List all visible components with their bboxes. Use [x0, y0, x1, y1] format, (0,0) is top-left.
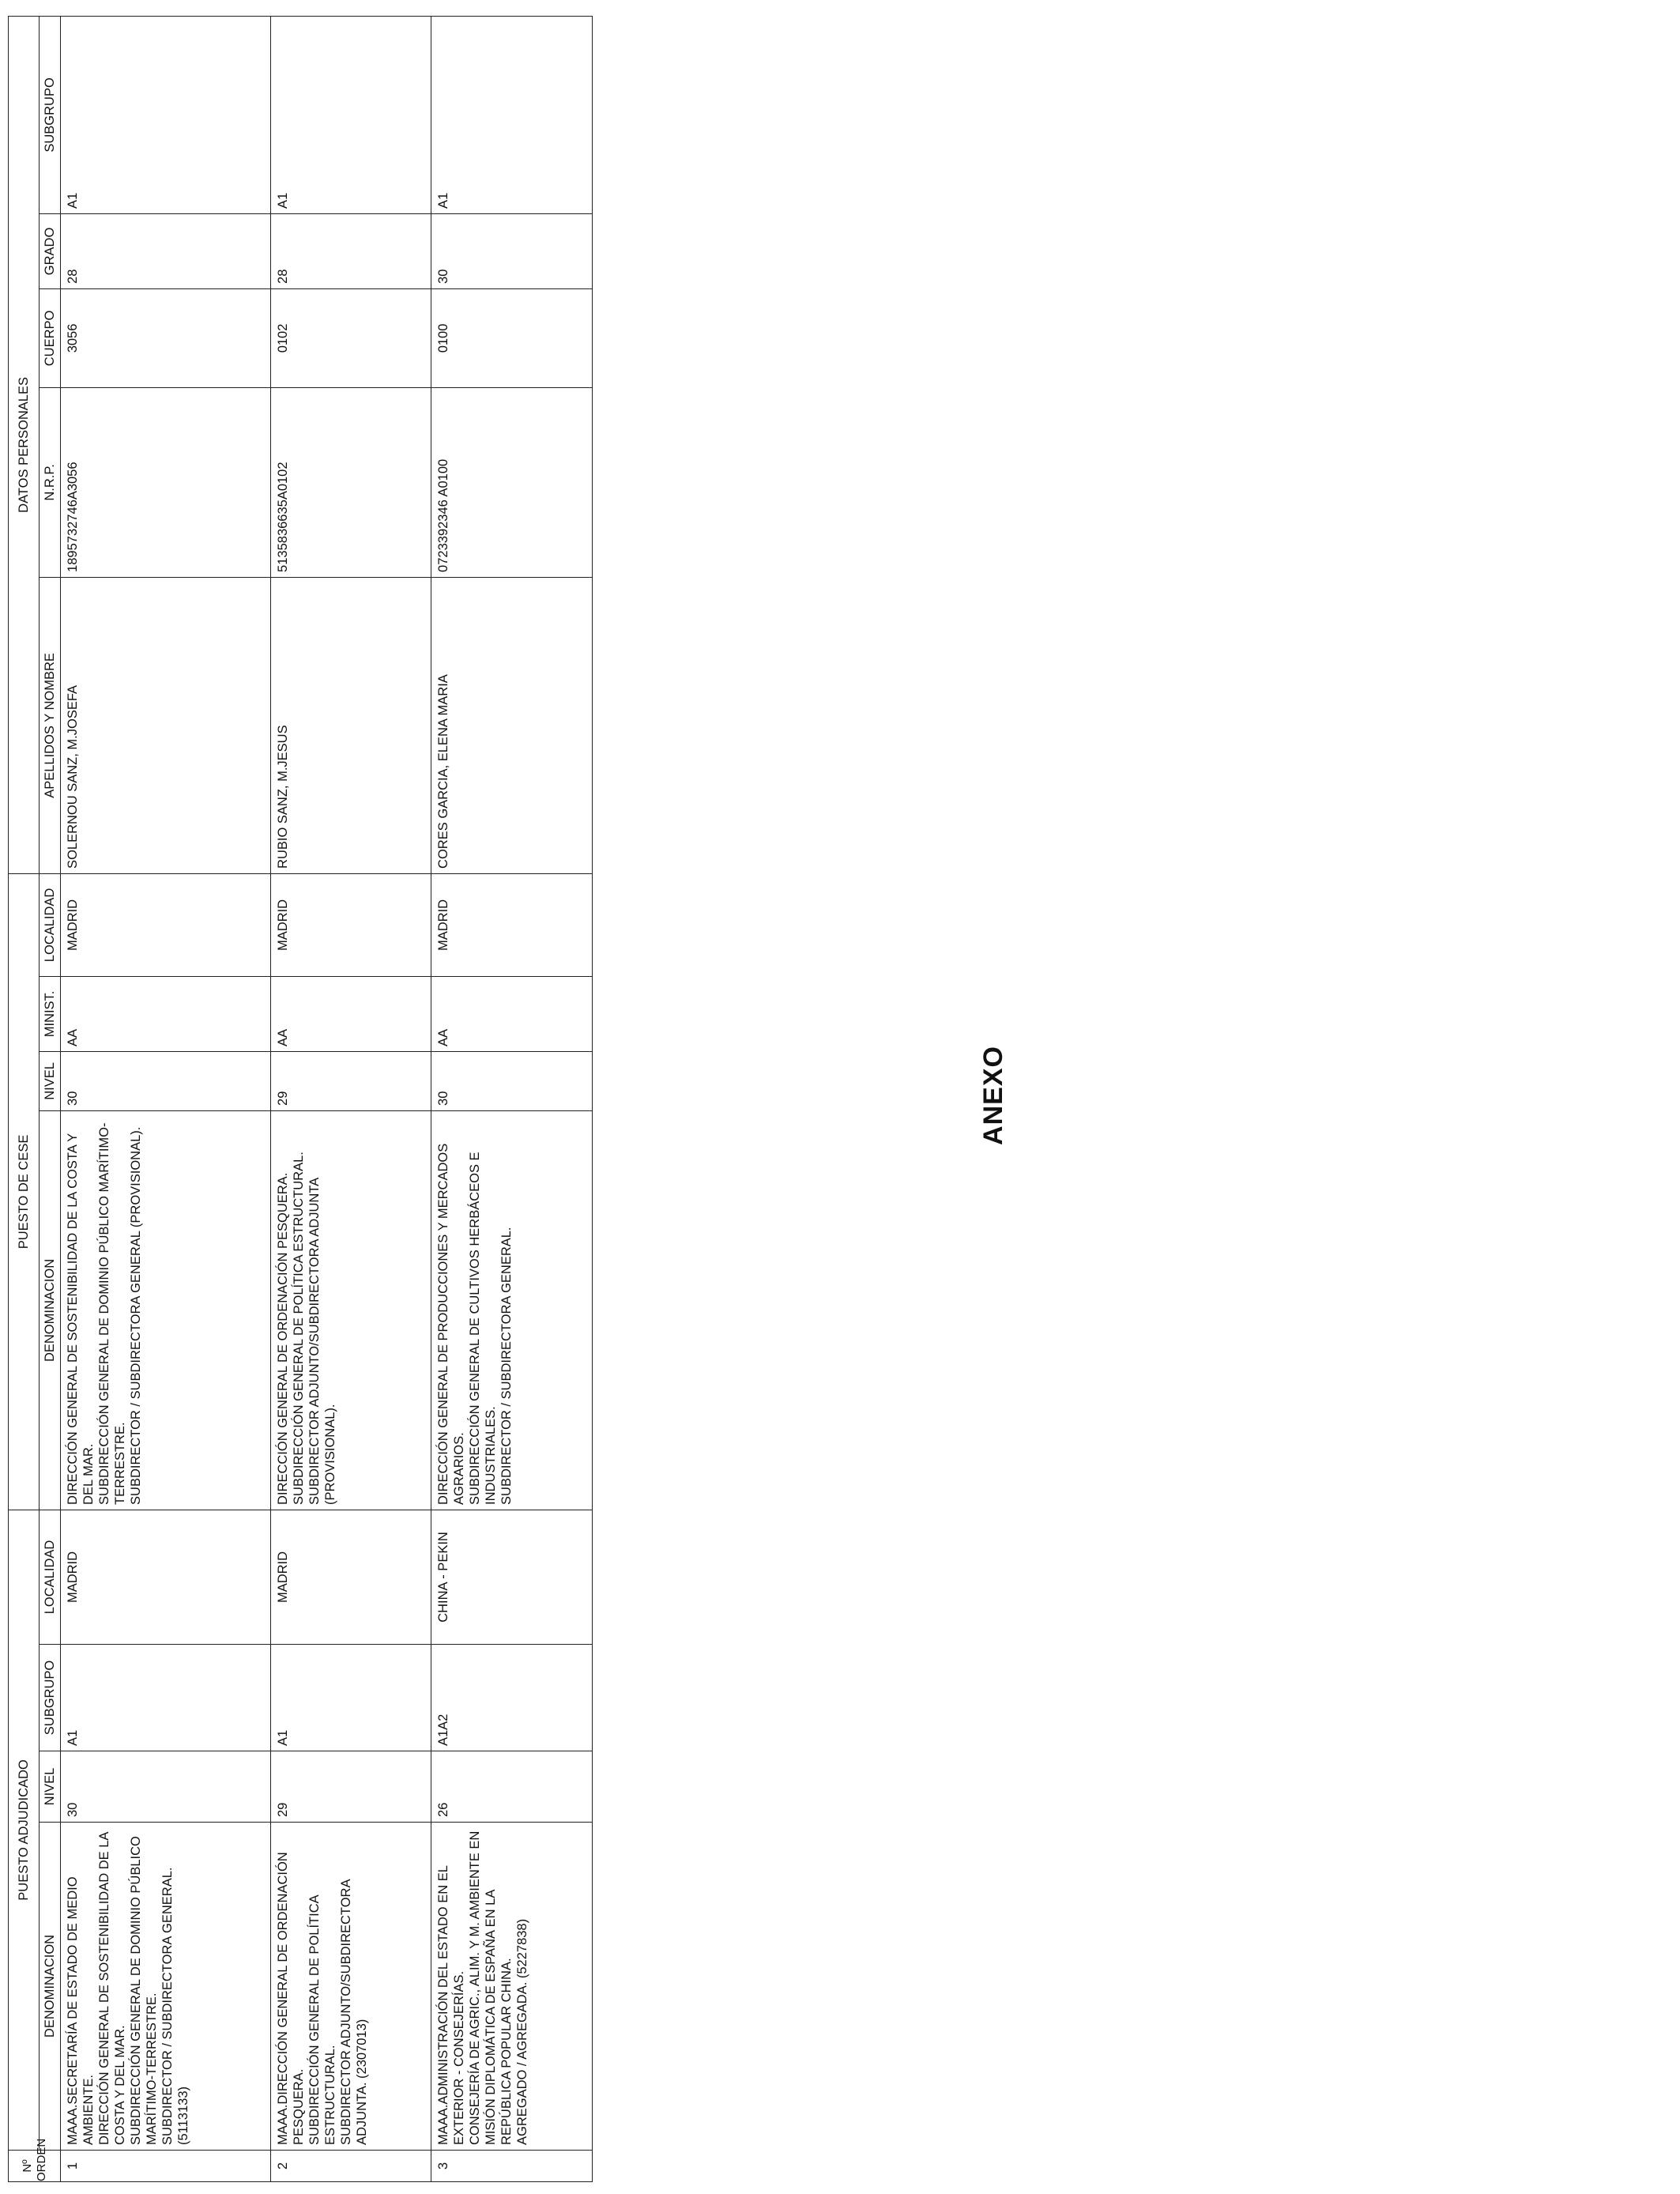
- cese-localidad-cell: MADRID: [431, 873, 593, 976]
- denominacion-line: DIRECCIÓN GENERAL DE ORDENACIÓN PESQUERA.: [275, 1172, 290, 1505]
- adj-subgrupo-cell: A1: [61, 1645, 271, 1751]
- subgrupo-cell: A1: [431, 16, 593, 213]
- header-no-orden: Nº ORDEN: [9, 2151, 61, 2182]
- adj-nivel-cell: 26: [431, 1751, 593, 1823]
- nrp-cell: 5135836635A0102: [270, 387, 431, 577]
- denominacion-line: SUBDIRECTOR / SUBDIRECTORA GENERAL. (5113133): [160, 1867, 190, 2145]
- apellidos-cell: SOLERNOU SANZ, M.JOSEFA: [61, 577, 271, 873]
- subgrupo-cell: A1: [61, 16, 271, 213]
- denominacion-line: SUBDIRECCIÓN GENERAL DE CULTIVOS HERBÁCEOS E INDUSTRIALES.: [468, 1152, 499, 1505]
- cuerpo-cell: 0100: [431, 288, 593, 387]
- grado-cell: 28: [61, 213, 271, 288]
- adj-localidad-cell: MADRID: [61, 1510, 271, 1644]
- page-title: ANEXO: [978, 1046, 1008, 1145]
- subgrupo-cell: A1: [270, 16, 431, 213]
- denominacion-line: SUBDIRECTOR ADJUNTO/SUBDIRECTORA ADJUNTA. (2307013): [338, 1879, 369, 2145]
- denominacion-line: SUBDIRECCIÓN GENERAL DE DOMINIO PÚBLICO MARÍTIMO-TERRESTRE.: [129, 1836, 159, 2145]
- header-cuerpo: CUERPO: [40, 288, 61, 387]
- header-adj-localidad: LOCALIDAD: [40, 1510, 61, 1644]
- anexo-table: [8, 16, 593, 2182]
- adj-denominacion-cell: [270, 1823, 431, 2151]
- denominacion-line: CONSEJERÍA DE AGRIC., ALIM. Y M. AMBIENTE EN MISIÓN DIPLOMÁTICA DE ESPAÑA EN LA REPÚBLICA POPULAR CHINA.: [468, 1830, 514, 2145]
- table-row: [431, 16, 593, 2181]
- adj-subgrupo-cell: A1A2: [431, 1645, 593, 1751]
- cese-minist-cell: AA: [61, 976, 271, 1051]
- nrp-cell: 0723392346 A0100: [431, 387, 593, 577]
- header-cese-minist: MINIST.: [40, 976, 61, 1051]
- table-row: [270, 16, 431, 2181]
- denominacion-line: MAAA.SECRETARÍA DE ESTADO DE MEDIO AMBIENTE.: [66, 1876, 96, 2145]
- denominacion-line: SUBDIRECCIÓN GENERAL DE DOMINIO PÚBLICO MARÍTIMO-TERRESTRE.: [97, 1122, 127, 1505]
- adj-localidad-cell: CHINA - PEKIN: [431, 1510, 593, 1644]
- denominacion-line: AGREGADO / AGREGADA. (5227838): [515, 1918, 530, 2145]
- group-header-row: [9, 16, 40, 2181]
- cese-nivel-cell: 29: [270, 1051, 431, 1110]
- denominacion-line: SUBDIRECCIÓN GENERAL DE POLÍTICA ESTRUCTURAL.: [291, 1152, 306, 1505]
- denominacion-line: DIRECCIÓN GENERAL DE PRODUCCIONES Y MERCADOS AGRARIOS.: [436, 1143, 467, 1505]
- grado-cell: 28: [270, 213, 431, 288]
- denominacion-line: SUBDIRECTOR / SUBDIRECTORA GENERAL (PROVISIONAL).: [129, 1126, 143, 1505]
- denominacion-line: SUBDIRECTOR ADJUNTO/SUBDIRECTORA ADJUNTA (PROVISIONAL).: [307, 1178, 337, 1505]
- cese-denominacion-cell: [61, 1110, 271, 1510]
- header-datos-personales: DATOS PERSONALES: [9, 16, 40, 873]
- header-grado: GRADO: [40, 213, 61, 288]
- adj-denominacion-cell: [431, 1823, 593, 2151]
- cese-nivel-cell: 30: [431, 1051, 593, 1110]
- cuerpo-cell: 3056: [61, 288, 271, 387]
- header-cese-denominacion: DENOMINACION: [40, 1110, 61, 1510]
- denominacion-line: SUBDIRECTOR / SUBDIRECTORA GENERAL.: [499, 1227, 514, 1505]
- header-adj-nivel: NIVEL: [40, 1751, 61, 1823]
- header-cese-nivel: NIVEL: [40, 1051, 61, 1110]
- header-subgrupo: SUBGRUPO: [40, 16, 61, 213]
- header-adj-denominacion: DENOMINACION: [40, 1823, 61, 2151]
- adj-nivel-cell: 30: [61, 1751, 271, 1823]
- denominacion-line: MAAA.ADMINISTRACIÓN DEL ESTADO EN EL EXTERIOR - CONSEJERÍAS.: [436, 1865, 467, 2145]
- cese-minist-cell: AA: [270, 976, 431, 1051]
- header-puesto-cese: PUESTO DE CESE: [9, 873, 40, 1510]
- sub-header-row: [40, 16, 61, 2181]
- cese-denominacion-cell: [270, 1110, 431, 1510]
- header-cese-localidad: LOCALIDAD: [40, 873, 61, 976]
- adj-localidad-cell: MADRID: [270, 1510, 431, 1644]
- cese-localidad-cell: MADRID: [61, 873, 271, 976]
- cese-nivel-cell: 30: [61, 1051, 271, 1110]
- denominacion-line: DIRECCIÓN GENERAL DE SOSTENIBILIDAD DE LA COSTA Y DEL MAR.: [66, 1133, 96, 1505]
- cuerpo-cell: 0102: [270, 288, 431, 387]
- header-apellidos: APELLIDOS Y NOMBRE: [40, 577, 61, 873]
- table-row: [61, 16, 271, 2181]
- cese-minist-cell: AA: [431, 976, 593, 1051]
- orden-cell: 2: [270, 2151, 431, 2182]
- apellidos-cell: CORES GARCIA, ELENA MARIA: [431, 577, 593, 873]
- grado-cell: 30: [431, 213, 593, 288]
- denominacion-line: MAAA.DIRECCIÓN GENERAL DE ORDENACIÓN PESQUERA.: [275, 1852, 306, 2145]
- header-puesto-adjudicado: PUESTO ADJUDICADO: [9, 1510, 40, 2150]
- apellidos-cell: RUBIO SANZ, M.JESUS: [270, 577, 431, 873]
- adj-denominacion-cell: [61, 1823, 271, 2151]
- orden-cell: 1: [61, 2151, 271, 2182]
- header-nrp: N.R.P.: [40, 387, 61, 577]
- header-adj-subgrupo: SUBGRUPO: [40, 1645, 61, 1751]
- cese-denominacion-cell: [431, 1110, 593, 1510]
- orden-cell: 3: [431, 2151, 593, 2182]
- nrp-cell: 1895732746A3056: [61, 387, 271, 577]
- adj-subgrupo-cell: A1: [270, 1645, 431, 1751]
- denominacion-line: DIRECCIÓN GENERAL DE SOSTENIBILIDAD DE LA COSTA Y DEL MAR.: [97, 1832, 127, 2145]
- adj-nivel-cell: 29: [270, 1751, 431, 1823]
- cese-localidad-cell: MADRID: [270, 873, 431, 976]
- denominacion-line: SUBDIRECCIÓN GENERAL DE POLÍTICA ESTRUCTURAL.: [307, 1895, 337, 2145]
